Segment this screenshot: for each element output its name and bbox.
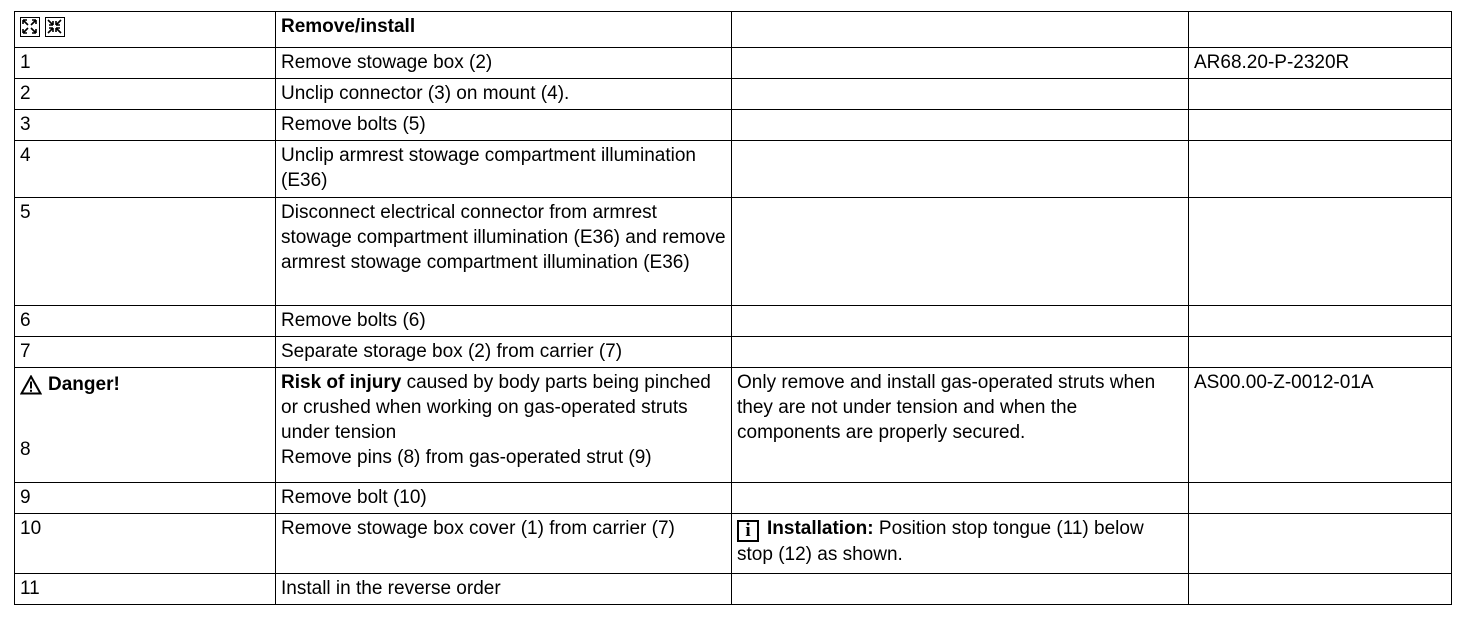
table-row [15,110,1452,141]
step-ref [1189,337,1452,368]
step-number: 1 [15,48,276,79]
step-note [732,79,1189,110]
procedure-table [14,11,1452,605]
step-ref [1189,110,1452,141]
expand-arrows-icon[interactable] [20,17,40,37]
step-note [732,141,1189,198]
step-action: Remove pins (8) from gas-operated strut (9) [281,447,652,468]
step-number: 10 [15,514,276,574]
step-note [732,48,1189,79]
step-note [732,514,1189,574]
step-ref[interactable]: AR68.20-P-2320R [1189,48,1452,79]
table-row [15,306,1452,337]
step-number: 8 [20,439,31,460]
step-number: 5 [15,198,276,306]
table-row [15,79,1452,110]
step-note [732,306,1189,337]
danger-action-cell [276,368,732,483]
danger-label: Danger! [48,374,120,395]
table-row [15,483,1452,514]
risk-bold: Risk of injury [281,372,402,393]
header-ref-cell [1189,12,1452,48]
step-number: 3 [15,110,276,141]
step-ref[interactable]: AS00.00-Z-0012-01A [1189,368,1452,483]
step-ref [1189,198,1452,306]
danger-label-wrap [20,372,270,397]
step-action: Unclip armrest stowage compartment illumination (E36) [276,141,732,198]
step-ref [1189,306,1452,337]
header-note-cell [732,12,1189,48]
step-ref [1189,483,1452,514]
step-note [732,198,1189,306]
risk-statement [281,370,726,445]
collapse-arrows-icon[interactable] [45,17,65,37]
table-row [15,48,1452,79]
table-row [15,198,1452,306]
step-ref [1189,79,1452,110]
danger-row [15,368,1452,483]
step-note [732,574,1189,605]
step-number: 6 [15,306,276,337]
step-action: Install in the reverse order [276,574,732,605]
step-number: 2 [15,79,276,110]
step-number: 11 [15,574,276,605]
header-row [15,12,1452,48]
header-icons-cell [15,12,276,48]
table-row [15,574,1452,605]
table-row [15,141,1452,198]
step-note [732,110,1189,141]
step-action: Remove stowage box cover (1) from carrier (7) [276,514,732,574]
risk-text: caused by body parts being pinched or crushed when working on gas-operated struts under tension [281,372,711,443]
warning-triangle-icon [20,375,42,395]
step-action: Remove stowage box (2) [276,48,732,79]
step-note [732,337,1189,368]
step-note: Only remove and install gas-operated struts when they are not under tension and when the components are properly secured. [732,368,1189,483]
note-bold: Installation: [767,518,874,539]
step-number: 9 [15,483,276,514]
step-action: Disconnect electrical connector from armrest stowage compartment illumination (E36) and remove armrest stowage compartment illumination (E36) [276,198,732,306]
step-number: 4 [15,141,276,198]
note-text: Position stop tongue (11) below stop (12) as shown. [737,518,1144,565]
step-action: Remove bolt (10) [276,483,732,514]
info-icon: i [737,520,759,542]
step-note [732,483,1189,514]
step-action: Remove bolts (5) [276,110,732,141]
step-ref [1189,514,1452,574]
danger-step-cell [15,368,276,483]
step-action: Unclip connector (3) on mount (4). [276,79,732,110]
step-ref [1189,574,1452,605]
step-ref [1189,141,1452,198]
step-action: Remove bolts (6) [276,306,732,337]
step-number: 7 [15,337,276,368]
install-row [15,514,1452,574]
table-row [15,337,1452,368]
header-title: Remove/install [276,12,732,48]
step-action: Separate storage box (2) from carrier (7) [276,337,732,368]
